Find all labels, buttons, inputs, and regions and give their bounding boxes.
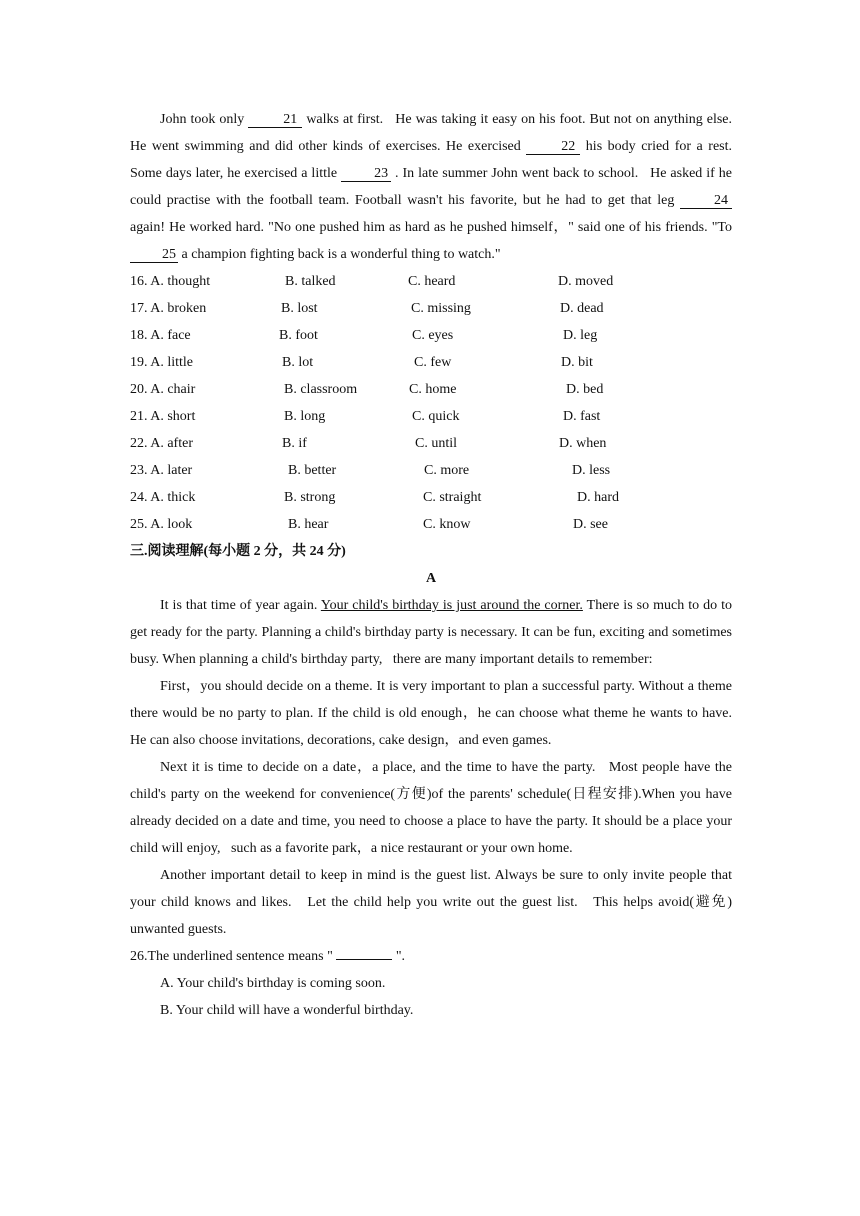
question-26-choice-b: B. Your child will have a wonderful birthday. [160,1003,414,1018]
option-c: C. quick [412,409,460,424]
option-d: D. moved [558,274,614,289]
blank-23: 23 [341,166,391,182]
option-d: D. when [559,436,607,451]
option-b: B. lost [281,301,318,316]
option-d: D. see [573,517,608,532]
option-c: C. until [415,436,458,451]
option-b: B. lot [282,355,314,370]
option-row [130,430,732,457]
option-c: C. few [414,355,452,370]
option-row [130,457,732,484]
option-c: C. eyes [412,328,454,343]
option-a: 21. A. short [130,409,196,424]
option-row [130,268,732,295]
option-a: 24. A. thick [130,490,196,505]
option-row [130,511,732,538]
text: ". [392,949,406,964]
blank-24: 24 [680,193,732,209]
option-row [130,349,732,376]
reading-paragraph-4: Another important detail to keep in mind is the guest list. Always be sure to only invite people that your child knows and likes. Let the child help you write out the guest list. This helps avoid(避免) unwanted guests. [130,868,732,937]
underlined-sentence: Your child's birthday is just around the corner. [320,598,583,613]
option-b: B. better [288,463,337,478]
question-26-choice-a: A. Your child's birthday is coming soon. [160,976,386,991]
option-d: D. less [572,463,611,478]
reading-paragraph-2: First，you should decide on a theme. It is very important to plan a successful party. Without a theme there would be no party to plan. If the child is old enough，he can choose what theme he wants to have. He can also choose invitations, decorations, cake design，and even games. [130,679,732,748]
text: . In late summer John went back to school. He asked if he could practise with the football team. Football wasn't his favorite, but he had to get that leg [130,166,732,208]
blank-22: 22 [526,139,580,155]
option-a: 25. A. look [130,517,193,532]
option-row [130,295,732,322]
option-row [130,484,732,511]
option-c: C. home [409,382,457,397]
option-d: D. fast [563,409,601,424]
option-d: D. hard [577,490,619,505]
option-d: D. bed [566,382,604,397]
option-a: 22. A. after [130,436,193,451]
blank-25: 25 [130,247,178,263]
document-content [130,106,732,1024]
text: again! He worked hard. "No one pushed him as hard as he pushed himself，" said one of his friends. "To [130,220,732,235]
option-b: B. long [284,409,326,424]
text: walks at first. He was taking it easy on his foot. But not on anything else. He went swimming and did other kinds of exercises. He exercised [130,112,732,154]
text: 26.The underlined sentence means " [130,949,337,964]
section-title: 三.阅读理解(每小题 2 分，共 24 分) [130,544,346,559]
option-b: B. foot [279,328,318,343]
text: John took only [160,112,249,127]
option-d: D. bit [561,355,593,370]
option-a: 23. A. later [130,463,193,478]
option-a: 16. A. thought [130,274,211,289]
blank-21: 21 [248,112,302,128]
text: a champion fighting back is a wonderful thing to watch." [178,247,501,262]
option-b: B. talked [285,274,336,289]
option-d: D. dead [560,301,604,316]
option-a: 17. A. broken [130,301,207,316]
reading-paragraph-1 [130,592,732,673]
option-a: 18. A. face [130,328,191,343]
option-c: C. straight [423,490,482,505]
text: his body cried for a rest. Some days later, he exercised a little [130,139,732,181]
option-b: B. classroom [284,382,358,397]
cloze-passage-paragraph [130,106,732,268]
option-a: 20. A. chair [130,382,196,397]
option-c: C. missing [411,301,471,316]
option-c: C. heard [408,274,456,289]
text: It is that time of year again. [160,598,321,613]
text: There is so much to do to get ready for the party. Planning a child's birthday party is necessary. It can be fun, exciting and sometimes busy. When planning a child's birthday party, there are many important details to remember: [130,598,732,667]
question-26 [130,943,732,970]
option-b: B. strong [284,490,336,505]
option-b: B. hear [288,517,329,532]
option-row [130,376,732,403]
passage-label: A [425,571,437,586]
option-c: C. know [423,517,471,532]
option-d: D. leg [563,328,598,343]
option-row [130,403,732,430]
option-c: C. more [424,463,470,478]
options-list [130,268,732,538]
answer-blank [336,959,392,960]
reading-paragraph-3: Next it is time to decide on a date，a place, and the time to have the party. Most people have the child's party on the weekend for convenience(方便)of the parents' schedule(日程安排).When you have already decided on a date and time, you need to choose a place to have the party. It should be a place your child will enjoy, such as a favorite park，a nice restaurant or your own home. [130,760,732,856]
option-row [130,322,732,349]
option-a: 19. A. little [130,355,193,370]
option-b: B. if [282,436,307,451]
